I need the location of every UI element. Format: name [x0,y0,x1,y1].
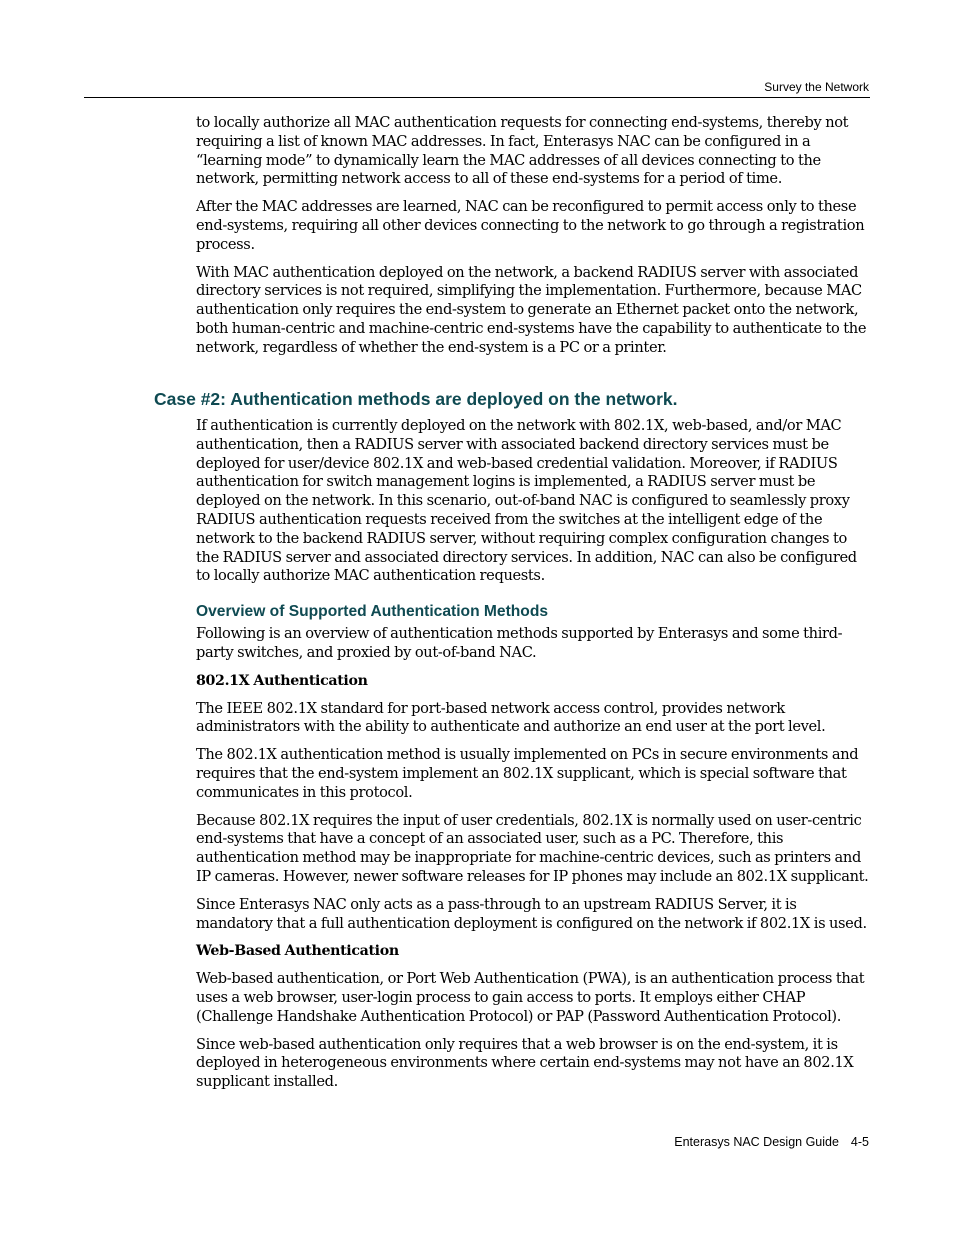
dot1x-paragraph-4: Since Enterasys NAC only acts as a pass-through to an upstream RADIUS Server, it is mandatory that a full authentication deployment is configured on the network if 802.1X is used. [196,895,867,932]
dot1x-paragraph-1: The IEEE 802.1X standard for port-based network access control, provides network administrators with the ability to authenticate and authorize an end user at the port level. [196,699,826,736]
dot1x-paragraph-3: Because 802.1X requires the input of user credentials, 802.1X is normally used on user-centric end-systems that have a concept of an associated user, such as a PC. Therefore, this authentication method may be inappropriate for machine-centric devices, such as printers and IP cameras. However, newer software releases for IP phones may include an 802.1X supplicant. [196,811,869,885]
dot1x-heading: 802.1X Authentication [196,672,368,689]
intro-paragraph-2: After the MAC addresses are learned, NAC can be reconfigured to permit access only to these end-systems, requiring all other devices connecting to the network to go through a registration process. [196,198,865,253]
web-auth-heading: Web-Based Authentication [196,943,399,960]
overview-paragraph: Following is an overview of authentication methods supported by Enterasys and some third-party switches, and proxied by out-of-band NAC. [196,625,843,661]
intro-section [196,114,872,367]
case-2-paragraph: If authentication is currently deployed on the network with 802.1X, web-based, and/or MAC authentication, then a RADIUS server with associated backend directory services must be deployed for user/device 802.1X and web-based credential validation. Moreover, if RADIUS authentication for switch management logins is implemented, a RADIUS server must be deployed on the network. In this scenario, out-of-band NAC is configured to seamlessly proxy RADIUS authentication requests received from the switches at the intelligent edge of the network to the backend RADIUS server, without requiring complex configuration changes to the RADIUS server and associated directory services. In addition, NAC can also be configured to locally authorize MAC authentication requests. [196,417,857,585]
intro-paragraph-3: With MAC authentication deployed on the network, a backend RADIUS server with associated directory services is not required, simplifying the implementation. Furthermore, because MAC authentication only requires the end-system to generate an Ethernet packet onto the network, both human-centric and machine-centric end-systems have the capability to authenticate to the network, regardless of whether the end-system is a PC or a printer. [196,263,867,356]
footer-guide-title: Enterasys NAC Design Guide [674,1135,839,1149]
case-2-heading: Case #2: Authentication methods are deployed on the network. [154,389,678,409]
overview-heading: Overview of Supported Authentication Methods [196,603,549,621]
page-number: 4-5 [850,1135,869,1149]
running-header: Survey the Network [764,80,869,94]
case-2-section [196,417,872,1101]
web-auth-paragraph-2: Since web-based authentication only requires that a web browser is on the end-system, it is deployed in heterogeneous environments where certain end-systems may not have an 802.1X supplicant installed. [196,1035,854,1091]
header-rule [84,97,870,98]
intro-paragraph-1: to locally authorize all MAC authentication requests for connecting end-systems, thereby not requiring a list of known MAC addresses. In fact, Enterasys NAC can be configured in a “learning mode” to dynamically learn the MAC addresses of all devices connecting to the network, permitting network access to all of these end-systems for a period of time. [196,114,849,188]
dot1x-paragraph-2: The 802.1X authentication method is usually implemented on PCs in secure environments and requires that the end-system implement an 802.1X supplicant, which is special software that communicates in this protocol. [196,746,859,801]
page-footer [674,1135,869,1149]
web-auth-paragraph-1: Web-based authentication, or Port Web Authentication (PWA), is an authentication process that uses a web browser, user-login process to gain access to ports. It employs either CHAP (Challenge Handshake Authentication Protocol) or PAP (Password Authentication Protocol). [196,970,865,1025]
